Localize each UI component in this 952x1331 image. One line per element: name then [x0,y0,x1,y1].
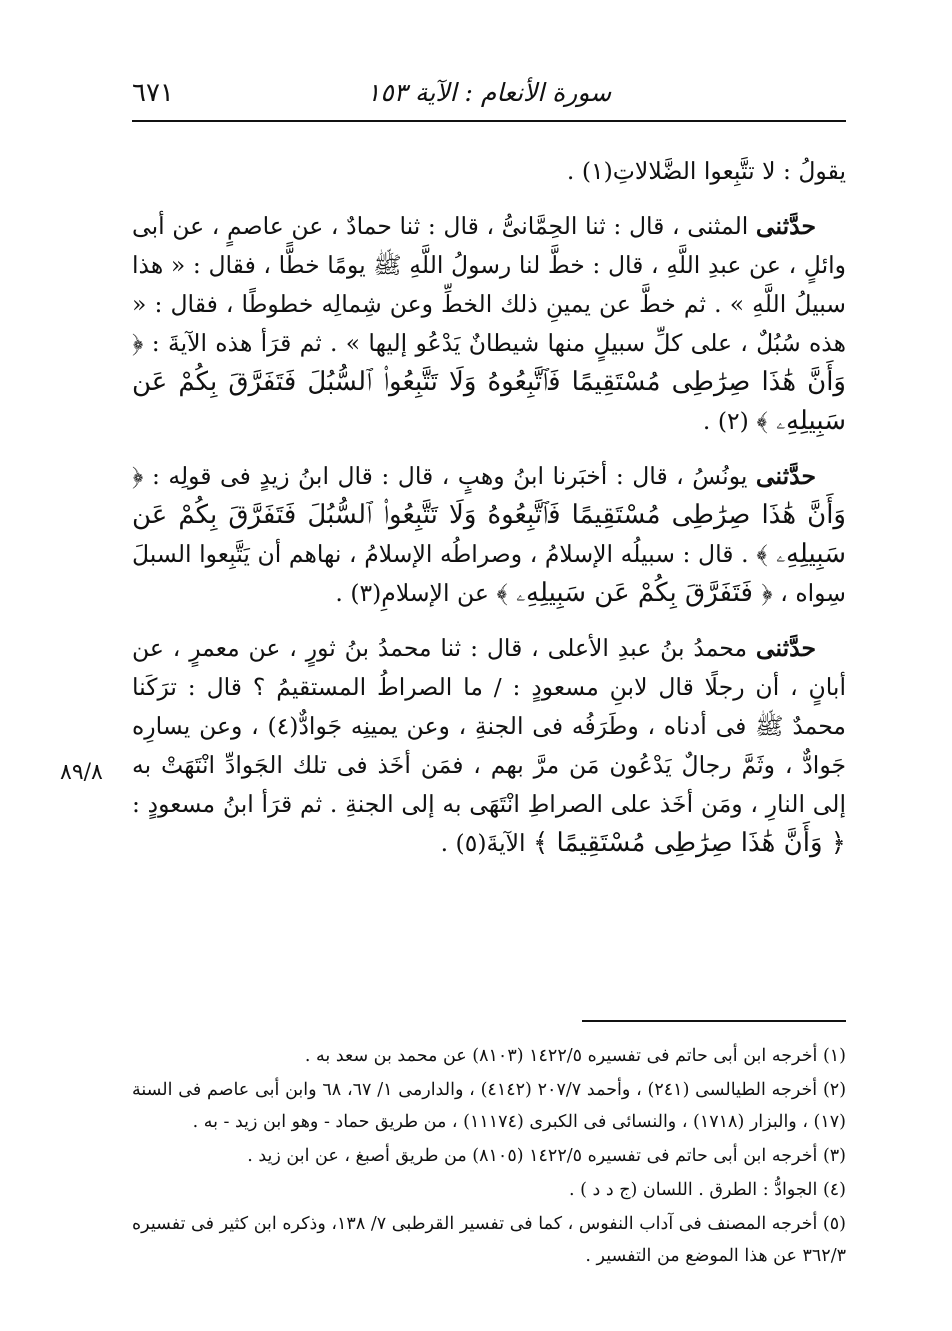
main-text [132,152,846,879]
header-rule [132,120,846,122]
paragraph-2 [132,457,846,613]
footnote-2: (٢) أخرجه الطيالسى (٢٤١) ، وأحمد ٢٠٧/٧ (٤١٤٢) ، والدارمى ١/ ٦٧، ٦٨ وابن أبى عاصم فى السنة (١٧) ، والبزار (١٧١٨) ، والنسائى فى الكبرى (١١١٧٤) ، من طريق حماد - وهو ابن زيد - به . [132,1080,847,1132]
footnote-rule [582,1020,846,1022]
quran-verse-4: ﴿ وَأَنَّ هَٰذَا صِرَٰطِى مُسْتَقِيمًا ﴾ [533,828,846,858]
paragraph-3 [132,629,846,863]
footnote-5: (٥) أخرجه المصنف فى آداب النفوس ، كما فى تفسير القرطبى ٧/ ١٣٨، وذكره ابن كثير فى تفسيره ٣٦٢/٣ عن هذا الموضع من التفسير . [132,1214,846,1266]
paragraph-1-end: (٢) . [702,407,749,435]
paragraph-0-text: يقولُ : لا تتَّبِعوا الضَّلالاتِ(١) . [566,157,846,185]
page-header [132,72,846,112]
quran-verse-1: ﴿ وَأَنَّ هَٰذَا صِرَٰطِى مُسْتَقِيمًا فَٱتَّبِعُوهُ وَلَا تَتَّبِعُوا۟ ٱلسُّبُلَ فَتَفَرَّقَ بِكُمْ عَن سَبِيلِهِۦ ﴾ [132,328,846,436]
footnote-1: (١) أخرجه ابن أبى حاتم فى تفسيره ١٤٢٢/٥ (٨١٠٣) عن محمد بن سعد به . [304,1046,846,1066]
paragraph-1 [132,207,846,441]
paragraph-2-end: عن الإسلامِ(٣) . [335,579,489,607]
quran-verse-3: ﴿ فَتَفَرَّقَ بِكُمْ عَن سَبِيلِهِۦ ﴾ [496,578,773,608]
quran-verse-2: ﴿ وَأَنَّ هَٰذَا صِرَٰطِى مُسْتَقِيمًا فَٱتَّبِعُوهُ وَلَا تَتَّبِعُوا۟ ٱلسُّبُلَ فَتَفَرَّقَ بِكُمْ عَن سَبِيلِهِۦ ﴾ [132,461,847,569]
running-title: سورة الأنعام : الآية ١٥٣ [366,78,612,107]
paragraph-1-text: المثنى ، قال : ثنا الحِمَّانىُّ ، قال : ثنا حمادٌ ، عن عاصمٍ ، عن أبى وائلٍ ، عن عبدِ اللَّهِ ، قال : خطَّ لنا رسولُ اللَّهِ ﷺ يومًا خطًّا ، فقال : « هذا سبيلُ اللَّهِ » . ثم خطَّ عن يمينِ ذلك الخطِّ وعن شِمالِه خطوطًا ، فقال : « هذه سُبُلٌ ، على كلِّ سبيلٍ منها شيطانٌ يَدْعُو إليها » . ثم قرَأ هذه الآيةَ : [132,212,846,357]
paragraph-2-mid: . قال : سبيلُه الإسلامُ ، وصراطُه الإسلامُ ، نهاهم أن يَتَّبِعوا السبلَ سِواه ، [132,540,846,607]
footnote-4: (٤) الجوادُّ : الطرق . اللسان (ج د د ) . [569,1180,846,1200]
page-number: ٦٧١ [132,78,174,108]
paragraph-3-end: الآيةَ(٥) . [440,829,526,857]
margin-reference: ٨٩/٨ [60,760,103,785]
footnote-3: (٣) أخرجه ابن أبى حاتم فى تفسيره ١٤٢٢/٥ (٨١٠٥) من طريق أصبغ ، عن ابن زيد . [247,1146,846,1166]
paragraph-0 [132,152,846,191]
footnotes [132,1040,846,1274]
paragraph-1-lead: حدَّثنى [755,212,816,240]
paragraph-3-lead: حدَّثنى [755,634,816,662]
paragraph-2-text: يونُسُ ، قال : أخبَرنا ابنُ وهبٍ ، قال : قال ابنُ زيدٍ فى قولِه : [152,462,748,490]
paragraph-3-text: محمدُ بنُ عبدِ الأعلى ، قال : ثنا محمدُ بنُ ثورٍ ، عن معمرٍ ، عن أبانٍ ، أن رجلًا قال لابنِ مسعودٍ : / ما الصراطُ المستقيمُ ؟ قال : ترَكَنا محمدٌ ﷺ فى أدناه ، وطَرَفُه فى الجنةِ ، وعن يمينِه جَوادٌّ(٤) ، وعن يسارِه جَوادٌّ ، وثَمَّ رجالٌ يَدْعُون مَن مرَّ بهم ، فمَن أخَذ فى تلك الجَوادِّ انْتَهَتْ به إلى النارِ ، ومَن أخَذ على الصراطِ انْتَهَى به إلى الجنةِ . ثم قرَأ ابنُ مسعودٍ : [132,634,847,818]
paragraph-2-lead: حدَّثنى [755,462,816,490]
